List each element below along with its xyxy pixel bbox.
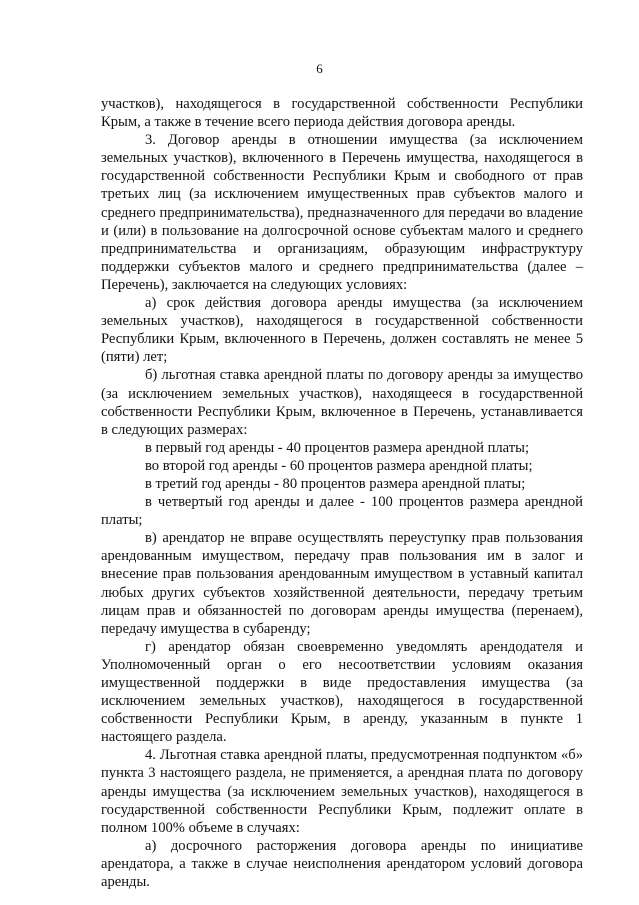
rate-year-1: в первый год аренды - 40 процентов размера арендной платы; — [145, 439, 530, 456]
paragraph-clause-4: 4. Льготная ставка арендной платы, предусмотренная подпунктом «б» пункта 3 настоящего раздела, не применяется, а арендная плата по договору аренды имущества (за исключением земельных участков), находящегося в государственной собственности Республики Крым, подлежит оплате в полном 100% объеме в случаях: — [101, 747, 583, 836]
rate-year-2: во второй год аренды - 60 процентов размера арендной платы; — [145, 457, 533, 474]
document-body — [101, 95, 583, 891]
paragraph-continuation: участков), находящегося в государственной собственности Республики Крым, а также в течение всего периода действия договора аренды. — [101, 96, 583, 131]
paragraph-clause-3: 3. Договор аренды в отношении имущества (за исключением земельных участков), включенного в Перечень имущества, находящегося в государственной собственности Республики Крым и свободного от прав третьих лиц (за исключением имущественных прав субъектов малого и среднего предпринимательства), предназначенного для передачи во владение и (или) в пользование на долгосрочной основе субъектам малого и среднего предпринимательства и организациям, образующим инфраструктуру поддержки субъектов малого и среднего предпринимательства (далее – Перечень), заключается на следующих условиях: — [101, 132, 583, 293]
page-number: 6 — [316, 61, 323, 76]
rate-year-4: в четвертый год аренды и далее - 100 процентов размера арендной платы; — [101, 494, 583, 529]
paragraph-clause-3v: в) арендатор не вправе осуществлять переуступку прав пользования арендованным имуществом, передачу прав пользования им в залог и внесение прав пользования арендованным имуществом в уставный капитал любых других субъектов хозяйственной деятельности, передачу третьим лицам прав и обязанностей по договорам аренды имущества (перенаем), передачу имущества в субаренду; — [101, 530, 583, 637]
paragraph-clause-4a: а) досрочного расторжения договора аренды по инициативе арендатора, а также в случае неисполнения арендатором условий договора аренды. — [101, 837, 583, 891]
paragraph-clause-3b: б) льготная ставка арендной платы по договору аренды за имущество (за исключением земельных участков), находящееся в государственной собственности Республики Крым, включенное в Перечень, устанавливается в следующих размерах: — [101, 367, 583, 438]
rate-year-3: в третий год аренды - 80 процентов размера арендной платы; — [145, 475, 526, 492]
paragraph-clause-3g: г) арендатор обязан своевременно уведомлять арендодателя и Уполномоченный орган о его несоответствии условиям оказания имущественной поддержки в виде предоставления имущества (за исключением земельных участков), находящегося в государственной собственности Республики Крым, в аренду, указанным в пункте 1 настоящего раздела. — [101, 638, 583, 746]
paragraph-clause-3a: а) срок действия договора аренды имущества (за исключением земельных участков), находящегося в государственной собственности Республики Крым, включенного в Перечень, должен составлять не менее 5 (пяти) лет; — [101, 295, 583, 366]
